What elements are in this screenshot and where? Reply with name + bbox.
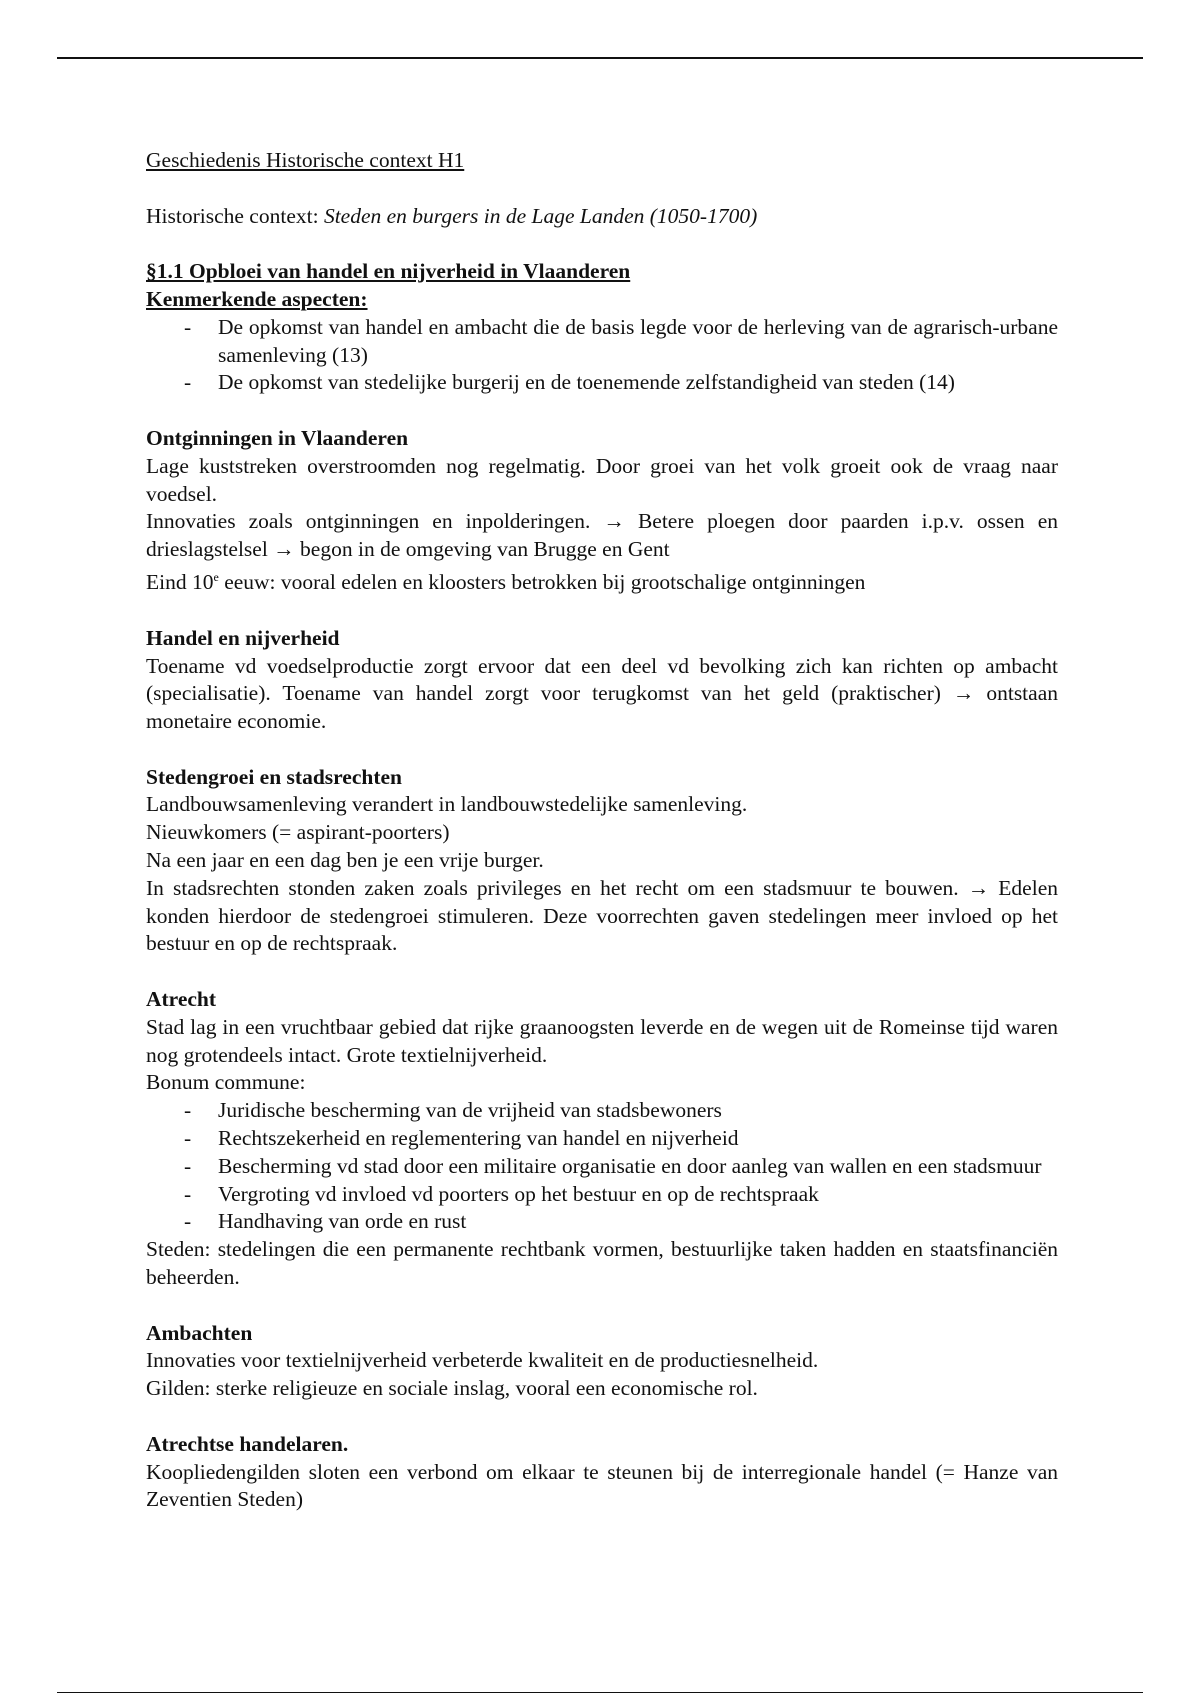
section-title: §1.1 Opbloei van handel en nijverheid in Vlaanderen bbox=[146, 259, 631, 284]
heading-ambachten: Ambachten bbox=[146, 1320, 253, 1345]
footer-rule bbox=[57, 1692, 1143, 1693]
paragraph: Innovaties voor textielnijverheid verbeterde kwaliteit en de productiesnelheid. bbox=[146, 1348, 819, 1373]
superscript: e bbox=[213, 569, 219, 584]
paragraph: Innovaties zoals ontginningen en inpolderingen. → Betere ploegen door paarden i.p.v. ossen en drieslagstelsel → begon in de omgeving van Brugge en Gent bbox=[146, 509, 1058, 562]
paragraph: In stadsrechten stonden zaken zoals privileges en het recht om een stadsmuur te bouwen. → Edelen konden hierdoor de stedengroei stimuleren. Deze voorrechten gaven stedelingen meer invloed op het bestuur en op de rechtspraak. bbox=[146, 875, 1058, 956]
header-rule bbox=[57, 57, 1143, 59]
list-item: - De opkomst van handel en ambacht die de basis legde voor de herleving van de agrarisch-urbane samenleving (13) bbox=[146, 314, 1058, 370]
paragraph: Steden: stedelingen die een permanente rechtbank vormen, bestuurlijke taken hadden en staatsfinanciën beheerden. bbox=[146, 1237, 1058, 1290]
document-title: Geschiedenis Historische context H1 bbox=[146, 148, 465, 172]
paragraph bbox=[146, 564, 1058, 597]
paragraph: Na een jaar en een dag ben je een vrije burger. bbox=[146, 848, 544, 873]
list-item: - Handhaving van orde en rust bbox=[146, 1208, 1058, 1236]
heading-atrecht: Atrecht bbox=[146, 987, 217, 1012]
bonum-list bbox=[146, 1097, 1058, 1236]
paragraph: Landbouwsamenleving verandert in landbouwstedelijke samenleving. bbox=[146, 792, 748, 817]
paragraph: Gilden: sterke religieuze en sociale inslag, vooral een economische rol. bbox=[146, 1376, 758, 1401]
list-item: - Juridische bescherming van de vrijheid van stadsbewoners bbox=[146, 1097, 1058, 1125]
context-label: Historische context: bbox=[146, 203, 324, 228]
aspects-label: Kenmerkende aspecten: bbox=[146, 286, 368, 311]
paragraph: Stad lag in een vruchtbaar gebied dat rijke graanoogsten leverde en de wegen uit de Romeinse tijd waren nog grotendeels intact. Grote textielnijverheid. bbox=[146, 1014, 1058, 1067]
historical-context-line bbox=[146, 203, 1058, 231]
paragraph: Nieuwkomers (= aspirant-poorters) bbox=[146, 820, 450, 845]
context-value: Steden en burgers in de Lage Landen (1050-1700) bbox=[323, 203, 758, 228]
heading-handel: Handel en nijverheid bbox=[146, 625, 340, 650]
paragraph: Lage kuststreken overstroomden nog regelmatig. Door groei van het volk groeit ook de vraag naar voedsel. bbox=[146, 453, 1058, 506]
list-item: - Bescherming vd stad door een militaire organisatie en door aanleg van wallen en een stadsmuur bbox=[146, 1153, 1058, 1181]
text-run: Eind 10 bbox=[146, 570, 214, 595]
paragraph: Toename vd voedselproductie zorgt ervoor dat een deel vd bevolking zich kan richten op ambacht (specialisatie). Toename van handel zorgt voor terugkomst van het geld (praktischer) → ontstaan monetaire economie. bbox=[146, 653, 1058, 734]
paragraph: Koopliedengilden sloten een verbond om elkaar te steunen bij de interregionale handel (= Hanze van Zeventien Steden) bbox=[146, 1459, 1058, 1512]
text-run: eeuw: vooral edelen en kloosters betrokken bij grootschalige ontginningen bbox=[218, 570, 866, 595]
heading-ontginningen: Ontginningen in Vlaanderen bbox=[146, 425, 409, 450]
heading-handelaren: Atrechtse handelaren. bbox=[146, 1431, 349, 1456]
list-item: - De opkomst van stedelijke burgerij en de toenemende zelfstandigheid van steden (14) bbox=[146, 369, 1058, 397]
bonum-label: Bonum commune: bbox=[146, 1070, 306, 1095]
document-body bbox=[146, 147, 1058, 1514]
heading-stedengroei: Stedengroei en stadsrechten bbox=[146, 764, 402, 789]
list-item: - Vergroting vd invloed vd poorters op het bestuur en op de rechtspraak bbox=[146, 1181, 1058, 1209]
aspects-list bbox=[146, 314, 1058, 397]
list-item: - Rechtszekerheid en reglementering van handel en nijverheid bbox=[146, 1125, 1058, 1153]
